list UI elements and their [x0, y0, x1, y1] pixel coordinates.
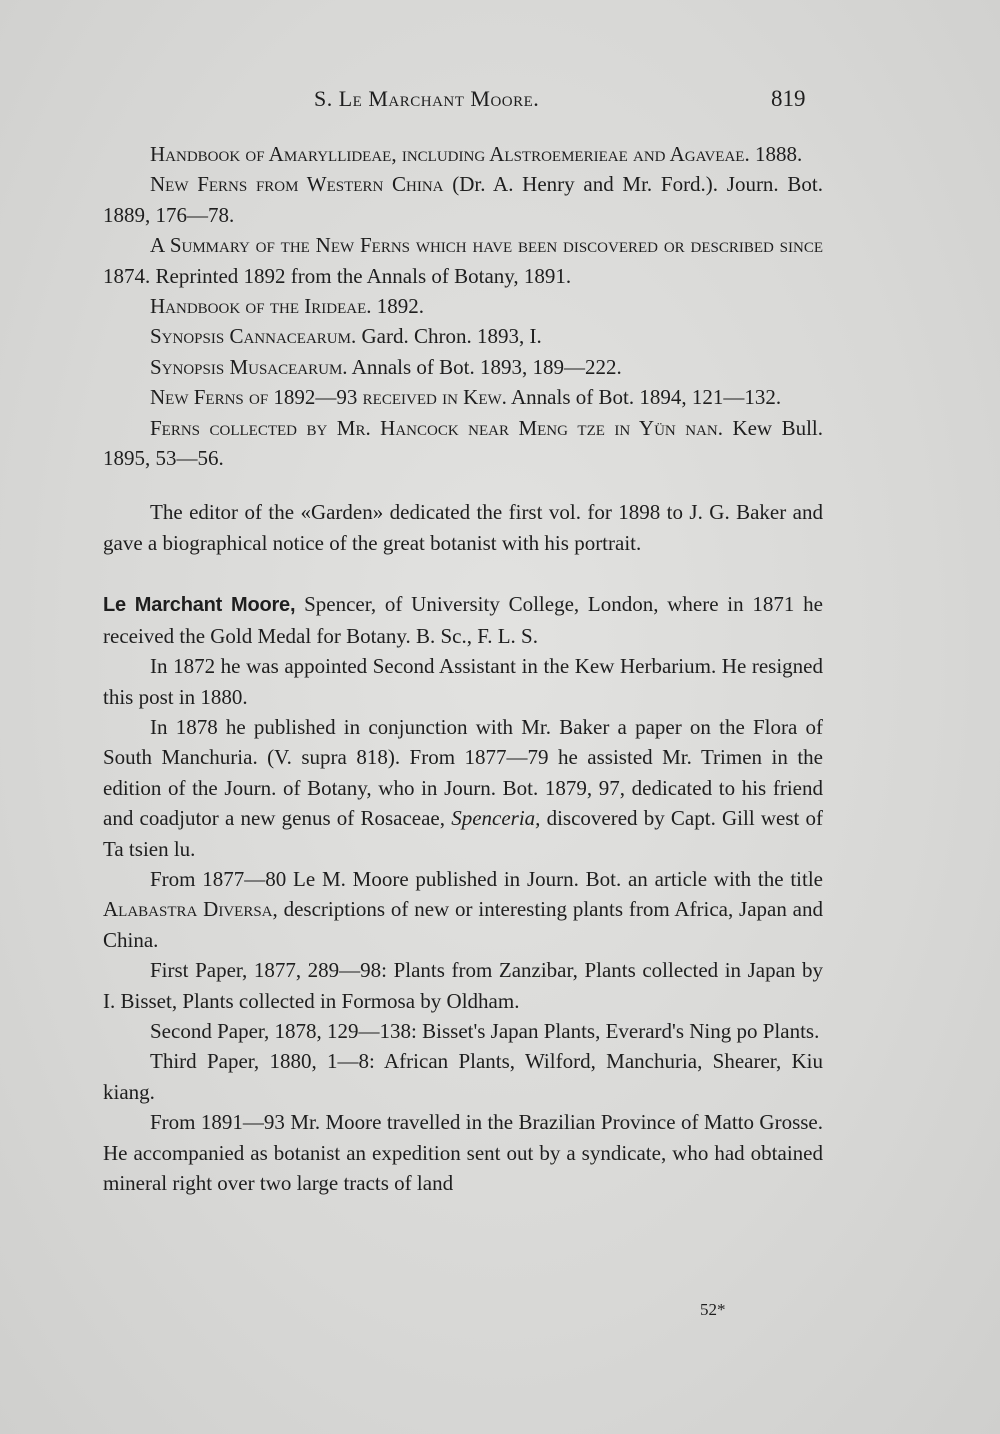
work-title: A Summary of the New Ferns which have been discovered or described since 1874. [103, 233, 823, 288]
bibliography-item [103, 230, 823, 291]
work-detail: Gard. Chron. 1893, I. [356, 324, 542, 349]
paragraph-text: From 1877—80 Le M. Moore published in Journ. Bot. an article with the title [150, 866, 823, 891]
work-detail: 1888. [749, 142, 803, 166]
garden-note: The editor of the «Garden» dedicated the first vol. for 1898 to J. G. Baker and gave a biographical notice of the great botanist with his portrait. [103, 500, 823, 555]
article-title: Alabastra Diversa, [103, 897, 278, 922]
work-detail: (Dr. A. Henry and Mr. Ford.). Journ. Bot. 1889, 176—78. [103, 172, 823, 227]
body-text [103, 139, 823, 1198]
work-title: Synopsis Musacearum. [150, 354, 348, 379]
paragraph: From 1891—93 Mr. Moore travelled in the Brazilian Province of Matto Grosse. He accompanied as botanist an expedition sent out by a syndicate, who had obtained mineral right over two large tracts of land [103, 1110, 823, 1195]
bibliography-item [103, 382, 823, 412]
work-title: New Ferns of 1892—93 received in Kew. [150, 385, 507, 410]
work-title: Synopsis Cannacearum. [150, 324, 357, 349]
bibliography-item [103, 291, 823, 321]
entry-intro [103, 589, 823, 651]
page-number: 819 [771, 86, 806, 111]
bibliography-item [103, 352, 823, 382]
page-header [0, 86, 1000, 116]
work-detail: Annals of Bot. 1893, 189—222. [347, 354, 622, 379]
paragraph: In 1872 he was appointed Second Assistant in the Kew Herbarium. He resigned this post in 1880. [103, 654, 823, 709]
paragraph: First Paper, 1877, 289—98: Plants from Zanzibar, Plants collected in Japan by I. Bisset, Plants collected in Formosa by Oldham. [103, 958, 823, 1013]
genus-name: Spenceria, [451, 806, 541, 831]
work-title: New Ferns from Western China [150, 172, 444, 197]
entry-intro-text: Spencer, of University College, London, where in 1871 he received the Gold Medal for Botany. B. Sc., F. L. S. [103, 592, 823, 648]
work-title: Ferns collected by Mr. Hancock near Meng tze in Yün nan. [150, 415, 723, 440]
bibliography-item [103, 139, 823, 169]
running-head: S. Le Marchant Moore. [314, 86, 540, 111]
bibliography-item [103, 321, 823, 351]
paragraph [103, 864, 823, 955]
work-title: Handbook of Amaryllideae, including Alstroemerieae and Agaveae. [150, 142, 750, 166]
bibliography-item [103, 413, 823, 474]
work-title: Handbook of the Irideae. [150, 294, 372, 319]
paragraph: Second Paper, 1878, 129—138: Bisset's Japan Plants, Everard's Ning po Plants. [150, 1018, 820, 1043]
work-detail: Reprinted 1892 from the Annals of Botany, 1891. [150, 263, 572, 288]
signature-mark: 52* [700, 1300, 726, 1319]
paragraph-text: In 1878 he published in conjunction with Mr. Baker a paper on the Flora of South Manchuria. (V. supra 818). From 1877—79 he assisted Mr. Trimen in the edition of the Journ. of Botany, who in Journ. Bot. 1879, 97, dedicated to his friend and coadjutor a new genus of Rosaceae, [103, 714, 823, 831]
paragraph [103, 712, 823, 864]
paragraph-text: discovered by Capt. Gill west of Ta tsien lu. [103, 806, 824, 861]
bibliography-item [103, 169, 823, 230]
paragraph: Third Paper, 1880, 1—8: African Plants, Wilford, Manchuria, Shearer, Kiu kiang. [103, 1049, 823, 1104]
paragraph-text: descriptions of new or interesting plants from Africa, Japan and China. [103, 897, 823, 952]
entry-name: Le Marchant Moore, [103, 594, 296, 617]
work-detail: 1892. [371, 294, 424, 319]
work-detail: Kew Bull. 1895, 53—56. [103, 415, 823, 471]
work-detail: Annals of Bot. 1894, 121—132. [506, 385, 782, 410]
